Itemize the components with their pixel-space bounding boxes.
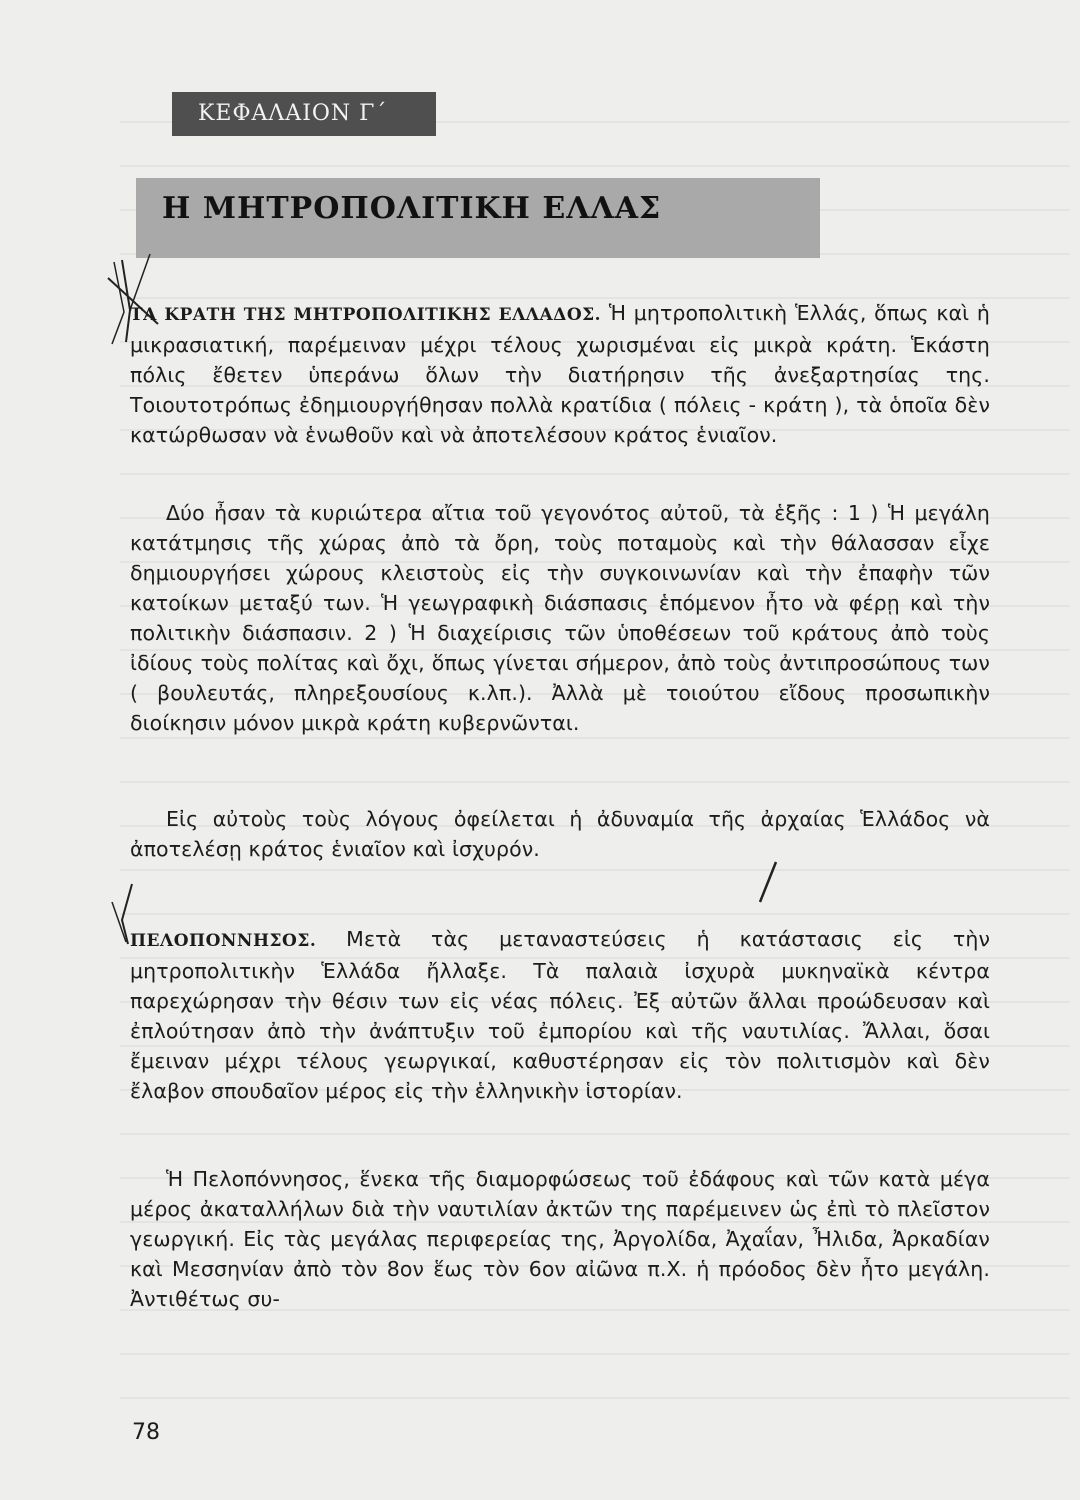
page-title: Η ΜΗΤΡΟΠΟΛΙΤΙΚΗ ΕΛΛΑΣ <box>162 191 662 226</box>
section2-peloponnese-paragraph: Ἡ Πελοπόννησος, ἕνεκα τῆς διαμορφώσεως τοῦ ἐδάφους καὶ τῶν κατὰ μέγα μέρος ἀκαταλλήλων διὰ τὴν ναυτιλίαν ἀκτῶν της παρέμεινεν ὡς ἐπὶ τὸ πλεῖστον γεωργική. Εἰς τὰς μεγάλας περιφερείας της, Ἀργολίδα, Ἀχαΐαν, Ἦλιδα, Ἀρκαδίαν καὶ Μεσσηνίαν ἀπὸ τὸν 8ον ἕως τὸν 6ον αἰῶνα π.Χ. ἡ πρόοδος δὲν ἦτο μεγάλη. Ἀντιθέτως συ- <box>130 1167 990 1311</box>
pen-slash-mark-icon <box>752 858 782 908</box>
section1-conclusion-paragraph: Εἰς αὐτοὺς τοὺς λόγους ὀφείλεται ἡ ἀδυναμία τῆς ἀρχαίας Ἑλλάδος νὰ ἀποτελέσῃ κράτος ἑνιαῖον καὶ ἰσχυρόν. <box>130 807 990 861</box>
page-number: 78 <box>132 1420 160 1445</box>
section2-paragraph <box>130 924 990 1106</box>
section1-paragraph <box>130 298 990 450</box>
section2-heading: ΠΕΛΟΠΟΝΝΗΣΟΣ. <box>130 931 317 951</box>
section2-text: Μετὰ τὰς μεταναστεύσεις ἡ κατάστασις εἰς τὴν μητροπολιτικὴν Ἑλλάδα ἤλλαξε. Τὰ παλαιὰ ἰσχυρὰ μυκηναϊκὰ κέντρα παρεχώρησαν τὴν θέσιν των εἰς νέας πόλεις. Ἐξ αὐτῶν ἄλλαι προώδευσαν καὶ ἐπλούτησαν ἀπὸ τὴν ἀνάπτυξιν τοῦ ἐμπορίου καὶ τῆς ναυτιλίας. Ἄλλαι, ὅσαι ἔμειναν μέχρι τέλους γεωργικαί, καθυστέρησαν εἰς τὸν πολιτισμὸν καὶ δὲν ἔλαβον σπουδαῖον μέρος εἰς τὴν ἑλληνικὴν ἱστορίαν. <box>130 927 991 1103</box>
section1-text: Ἡ μητροπολιτικὴ Ἑλλάς, ὅπως καὶ ἡ μικρασιατική, παρέμειναν μέχρι τέλους χωρισμέναι εἰς μικρὰ κράτη. Ἑκάστη πόλις ἔθετεν ὑπεράνω ὅλων τὴν διατήρησιν τῆς ἀνεξαρτησίας της. Τοιουτοτρόπως ἐδημιουργήθησαν πολλὰ κρατίδια ( πόλεις - κράτη ), τὰ ὁποῖα δὲν κατώρθωσαν νὰ ἑνωθοῦν καὶ νὰ ἀποτελέσουν κράτος ἑνιαῖον. <box>130 301 990 447</box>
section1-heading: ΤΑ ΚΡΑΤΗ ΤΗΣ ΜΗΤΡΟΠΟΛΙΤΙΚΗΣ ΕΛΛΑΔΟΣ. <box>130 305 602 325</box>
chapter-label: ΚΕΦΑΛΑΙΟΝ Γ΄ <box>172 92 436 136</box>
section1-causes-paragraph: Δύο ἦσαν τὰ κυριώτερα αἴτια τοῦ γεγονότος αὐτοῦ, τὰ ἑξῆς : 1 ) Ἡ μεγάλη κατάτμησις τῆς χώρας ἀπὸ τὰ ὄρη, τοὺς ποταμοὺς καὶ τὴν θάλασσαν εἶχε δημιουργήσει χώρους κλειστοὺς εἰς τὴν συγκοινωνίαν καὶ τὴν ἐπαφὴν τῶν κατοίκων μεταξύ των. Ἡ γεωγραφικὴ διάσπασις ἑπόμενον ἦτο νὰ φέρῃ καὶ τὴν πολιτικὴν διάσπασιν. 2 ) Ἡ διαχείρισις τῶν ὑποθέσεων τοῦ κράτους ἀπὸ τοὺς ἰδίους τοὺς πολίτας καὶ ὄχι, ὅπως γίνεται σήμερον, ἀπὸ τοὺς ἀντιπροσώπους των ( βουλευτάς, πληρεξουσίους κ.λπ.). Ἀλλὰ μὲ τοιούτου εἴδους προσωπικὴν διοίκησιν μόνον μικρὰ κράτη κυβερνῶνται. <box>130 501 990 735</box>
